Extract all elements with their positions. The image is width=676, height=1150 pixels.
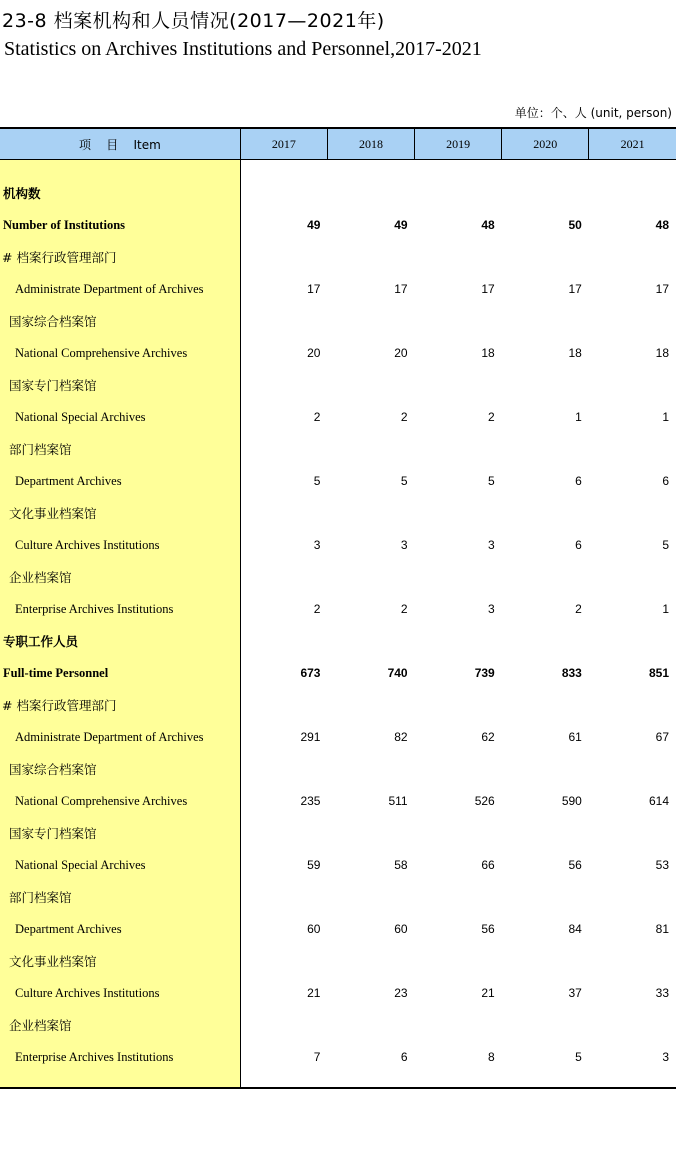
value-cell bbox=[240, 817, 327, 849]
row-label-text: National Comprehensive Archives bbox=[15, 793, 188, 808]
row-label bbox=[0, 561, 240, 593]
value-cell: 18 bbox=[568, 346, 582, 360]
table-row bbox=[0, 817, 676, 849]
row-label bbox=[0, 529, 240, 561]
row-label-text: 部门档案馆 bbox=[9, 890, 72, 905]
value-cell bbox=[589, 1009, 676, 1041]
value-cell: 20 bbox=[307, 346, 321, 360]
unit-note: 单位：个、人 (unit, person) bbox=[514, 106, 672, 120]
row-label bbox=[0, 401, 240, 433]
value-cell bbox=[502, 561, 589, 593]
value-cell: 511 bbox=[388, 794, 408, 808]
value-cell: 23 bbox=[394, 986, 408, 1000]
value-cell: 67 bbox=[655, 730, 669, 744]
value-cell: 50 bbox=[568, 218, 582, 232]
value-cell bbox=[327, 433, 414, 465]
value-cell bbox=[502, 177, 589, 209]
value-cell bbox=[415, 305, 502, 337]
column-header-year: 2021 bbox=[589, 128, 676, 160]
value-cell bbox=[415, 945, 502, 977]
value-cell bbox=[240, 305, 327, 337]
table-spacer-row bbox=[0, 160, 676, 178]
row-label-text: 部门档案馆 bbox=[9, 442, 72, 457]
value-cell bbox=[415, 625, 502, 657]
value-cell bbox=[327, 177, 414, 209]
value-cell: 526 bbox=[474, 794, 495, 808]
row-label-text: Culture Archives Institutions bbox=[15, 537, 160, 552]
value-cell: 833 bbox=[561, 666, 582, 680]
row-label bbox=[0, 881, 240, 913]
value-cell bbox=[589, 817, 676, 849]
table-row bbox=[0, 785, 676, 817]
row-label-text: Department Archives bbox=[15, 921, 122, 936]
value-cell bbox=[589, 497, 676, 529]
value-cell bbox=[502, 305, 589, 337]
value-cell: 60 bbox=[307, 922, 321, 936]
page-title-english: Statistics on Archives Institutions and Personnel,2017-2021 bbox=[4, 38, 482, 60]
value-cell: 3 bbox=[488, 602, 495, 616]
table-row bbox=[0, 209, 676, 241]
table-row bbox=[0, 337, 676, 369]
row-label bbox=[0, 209, 240, 241]
row-label bbox=[0, 689, 240, 721]
table-row bbox=[0, 689, 676, 721]
value-cell: 5 bbox=[488, 474, 495, 488]
row-label-text: 专职工作人员 bbox=[3, 634, 79, 649]
table-row bbox=[0, 401, 676, 433]
value-cell: 2 bbox=[400, 602, 408, 616]
value-cell bbox=[327, 689, 414, 721]
value-cell bbox=[502, 689, 589, 721]
row-label bbox=[0, 945, 240, 977]
value-cell bbox=[502, 369, 589, 401]
value-cell: 3 bbox=[662, 1050, 669, 1064]
value-cell bbox=[415, 433, 502, 465]
value-cell bbox=[327, 497, 414, 529]
value-cell: 673 bbox=[300, 666, 321, 680]
row-label bbox=[0, 433, 240, 465]
value-cell bbox=[240, 753, 327, 785]
value-cell bbox=[240, 881, 327, 913]
value-cell bbox=[327, 369, 414, 401]
row-label-text: 企业档案馆 bbox=[9, 570, 72, 585]
row-label bbox=[0, 369, 240, 401]
table-body bbox=[0, 160, 676, 1089]
row-label-text: # 档案行政管理部门 bbox=[2, 698, 117, 713]
value-cell bbox=[240, 561, 327, 593]
value-cell bbox=[415, 497, 502, 529]
row-label-text: 文化事业档案馆 bbox=[9, 506, 97, 521]
value-cell: 82 bbox=[394, 730, 408, 744]
table-row bbox=[0, 177, 676, 209]
row-label-text: 文化事业档案馆 bbox=[9, 954, 97, 969]
value-cell bbox=[589, 177, 676, 209]
row-label bbox=[0, 1009, 240, 1041]
table-row bbox=[0, 465, 676, 497]
row-label bbox=[0, 785, 240, 817]
row-label-text: National Special Archives bbox=[15, 409, 146, 424]
value-cell bbox=[589, 753, 676, 785]
column-header-year: 2020 bbox=[502, 128, 589, 160]
value-cell: 18 bbox=[481, 346, 495, 360]
value-cell: 37 bbox=[568, 986, 582, 1000]
value-cell bbox=[415, 369, 502, 401]
value-cell bbox=[240, 625, 327, 657]
table-row bbox=[0, 529, 676, 561]
column-header-item-label: 项 目 Item bbox=[79, 137, 161, 152]
value-cell: 6 bbox=[662, 474, 669, 488]
value-cell bbox=[327, 753, 414, 785]
value-cell: 1 bbox=[662, 410, 669, 424]
value-cell: 48 bbox=[655, 218, 669, 232]
value-cell: 84 bbox=[568, 922, 582, 936]
table-spacer-row bbox=[0, 1073, 676, 1088]
row-label-text: 国家专门档案馆 bbox=[9, 826, 97, 841]
table-row bbox=[0, 977, 676, 1009]
value-cell: 1 bbox=[662, 602, 669, 616]
value-cell bbox=[240, 177, 327, 209]
table-row bbox=[0, 625, 676, 657]
row-label bbox=[0, 465, 240, 497]
table-header bbox=[0, 128, 676, 160]
value-cell: 740 bbox=[387, 666, 408, 680]
column-header-year: 2018 bbox=[327, 128, 414, 160]
row-label bbox=[0, 849, 240, 881]
table-row bbox=[0, 849, 676, 881]
row-label bbox=[0, 337, 240, 369]
value-cell bbox=[327, 1009, 414, 1041]
row-label bbox=[0, 625, 240, 657]
value-cell: 5 bbox=[662, 538, 669, 552]
value-cell: 6 bbox=[575, 474, 582, 488]
column-header-year: 2017 bbox=[240, 128, 327, 160]
value-cell bbox=[502, 817, 589, 849]
value-cell bbox=[415, 881, 502, 913]
value-cell bbox=[240, 497, 327, 529]
value-cell: 2 bbox=[313, 410, 321, 424]
value-cell: 17 bbox=[481, 282, 495, 296]
value-cell bbox=[502, 881, 589, 913]
table-row bbox=[0, 721, 676, 753]
value-cell: 7 bbox=[313, 1050, 321, 1064]
value-cell bbox=[589, 625, 676, 657]
table-row bbox=[0, 913, 676, 945]
value-cell bbox=[589, 561, 676, 593]
value-cell: 1 bbox=[575, 410, 582, 424]
row-label-text: 国家综合档案馆 bbox=[9, 314, 97, 329]
value-cell bbox=[415, 561, 502, 593]
value-cell: 3 bbox=[488, 538, 495, 552]
value-cell bbox=[327, 881, 414, 913]
row-label-text: Department Archives bbox=[15, 473, 122, 488]
value-cell bbox=[415, 753, 502, 785]
value-cell bbox=[589, 305, 676, 337]
value-cell bbox=[589, 881, 676, 913]
value-cell: 2 bbox=[400, 410, 408, 424]
row-label bbox=[0, 817, 240, 849]
value-cell: 17 bbox=[568, 282, 582, 296]
value-cell: 33 bbox=[655, 986, 669, 1000]
table-row bbox=[0, 657, 676, 689]
row-label-text: 国家综合档案馆 bbox=[9, 762, 97, 777]
table-row bbox=[0, 1041, 676, 1073]
row-label bbox=[0, 273, 240, 305]
value-cell bbox=[240, 369, 327, 401]
value-cell bbox=[415, 241, 502, 273]
value-cell bbox=[589, 433, 676, 465]
value-cell: 5 bbox=[313, 474, 321, 488]
value-cell bbox=[327, 945, 414, 977]
table-row bbox=[0, 305, 676, 337]
table-row bbox=[0, 593, 676, 625]
table-row bbox=[0, 881, 676, 913]
value-cell: 2 bbox=[575, 602, 582, 616]
value-cell: 81 bbox=[655, 922, 669, 936]
value-cell bbox=[502, 241, 589, 273]
value-cell bbox=[240, 945, 327, 977]
column-header-item bbox=[0, 128, 240, 160]
value-cell: 235 bbox=[300, 794, 321, 808]
value-cell bbox=[240, 433, 327, 465]
value-cell: 56 bbox=[568, 858, 582, 872]
column-header-year: 2019 bbox=[415, 128, 502, 160]
table-row bbox=[0, 753, 676, 785]
value-cell: 20 bbox=[394, 346, 408, 360]
value-cell: 5 bbox=[575, 1050, 582, 1064]
row-label-text: Administrate Department of Archives bbox=[15, 281, 204, 296]
value-cell bbox=[415, 689, 502, 721]
row-label bbox=[0, 913, 240, 945]
row-label-text: Full-time Personnel bbox=[3, 665, 109, 680]
value-cell: 2 bbox=[313, 602, 321, 616]
row-label-text: 机构数 bbox=[3, 186, 41, 201]
row-label bbox=[0, 721, 240, 753]
row-label bbox=[0, 305, 240, 337]
value-cell bbox=[415, 177, 502, 209]
value-cell: 851 bbox=[648, 666, 669, 680]
value-cell bbox=[327, 305, 414, 337]
row-label-text: Number of Institutions bbox=[3, 217, 126, 232]
value-cell bbox=[589, 689, 676, 721]
value-cell: 60 bbox=[394, 922, 408, 936]
value-cell: 18 bbox=[655, 346, 669, 360]
value-cell: 6 bbox=[400, 1050, 408, 1064]
row-label bbox=[0, 977, 240, 1009]
value-cell: 5 bbox=[400, 474, 408, 488]
value-cell bbox=[502, 625, 589, 657]
row-label-text: # 档案行政管理部门 bbox=[2, 250, 117, 265]
value-cell: 59 bbox=[307, 858, 321, 872]
value-cell bbox=[240, 1009, 327, 1041]
table-row bbox=[0, 369, 676, 401]
value-cell: 2 bbox=[488, 410, 495, 424]
value-cell: 56 bbox=[481, 922, 495, 936]
value-cell: 21 bbox=[307, 986, 321, 1000]
item-column-spacer bbox=[0, 160, 240, 178]
table-row bbox=[0, 945, 676, 977]
value-cell bbox=[327, 561, 414, 593]
value-cell: 8 bbox=[488, 1050, 495, 1064]
value-cell bbox=[502, 753, 589, 785]
row-label bbox=[0, 753, 240, 785]
value-cell: 49 bbox=[394, 218, 408, 232]
row-label-text: Enterprise Archives Institutions bbox=[15, 1049, 174, 1064]
value-cell bbox=[502, 497, 589, 529]
row-label-text: National Comprehensive Archives bbox=[15, 345, 188, 360]
value-cell: 66 bbox=[481, 858, 495, 872]
table-row bbox=[0, 273, 676, 305]
row-label bbox=[0, 241, 240, 273]
table-row bbox=[0, 241, 676, 273]
item-column-spacer bbox=[0, 1073, 240, 1088]
page-title-chinese: 23-8 档案机构和人员情况(2017—2021年) bbox=[2, 10, 385, 32]
value-cell: 6 bbox=[575, 538, 582, 552]
value-cell: 49 bbox=[307, 218, 321, 232]
value-cell: 614 bbox=[648, 794, 669, 808]
value-cell: 62 bbox=[481, 730, 495, 744]
value-cell bbox=[327, 241, 414, 273]
value-cell: 3 bbox=[400, 538, 408, 552]
value-cell: 291 bbox=[300, 730, 321, 744]
value-cell: 17 bbox=[394, 282, 408, 296]
table-row bbox=[0, 433, 676, 465]
row-label bbox=[0, 657, 240, 689]
value-cell: 590 bbox=[561, 794, 582, 808]
value-cell bbox=[589, 241, 676, 273]
row-label-text: 国家专门档案馆 bbox=[9, 378, 97, 393]
row-label-text: Administrate Department of Archives bbox=[15, 729, 204, 744]
value-cell bbox=[240, 689, 327, 721]
value-cell bbox=[415, 817, 502, 849]
value-cell: 3 bbox=[313, 538, 321, 552]
table-row bbox=[0, 561, 676, 593]
value-cell bbox=[589, 369, 676, 401]
value-cell bbox=[327, 817, 414, 849]
row-label-text: Enterprise Archives Institutions bbox=[15, 601, 174, 616]
value-cell bbox=[327, 625, 414, 657]
value-cell: 17 bbox=[655, 282, 669, 296]
statistics-table bbox=[0, 127, 676, 1089]
value-cell: 17 bbox=[307, 282, 321, 296]
table-row bbox=[0, 1009, 676, 1041]
value-cell bbox=[240, 241, 327, 273]
value-cell: 48 bbox=[481, 218, 495, 232]
value-cell bbox=[502, 945, 589, 977]
table-row bbox=[0, 497, 676, 529]
value-cell: 58 bbox=[394, 858, 408, 872]
value-cell bbox=[502, 1009, 589, 1041]
row-label-text: National Special Archives bbox=[15, 857, 146, 872]
row-label bbox=[0, 497, 240, 529]
value-cell: 53 bbox=[655, 858, 669, 872]
row-label bbox=[0, 593, 240, 625]
value-cell: 61 bbox=[568, 730, 582, 744]
value-cell: 739 bbox=[474, 666, 495, 680]
row-label-text: Culture Archives Institutions bbox=[15, 985, 160, 1000]
value-cell: 21 bbox=[481, 986, 495, 1000]
value-cell bbox=[589, 945, 676, 977]
row-label-text: 企业档案馆 bbox=[9, 1018, 72, 1033]
row-label bbox=[0, 177, 240, 209]
row-label bbox=[0, 1041, 240, 1073]
value-cell bbox=[415, 1009, 502, 1041]
value-cell bbox=[502, 433, 589, 465]
